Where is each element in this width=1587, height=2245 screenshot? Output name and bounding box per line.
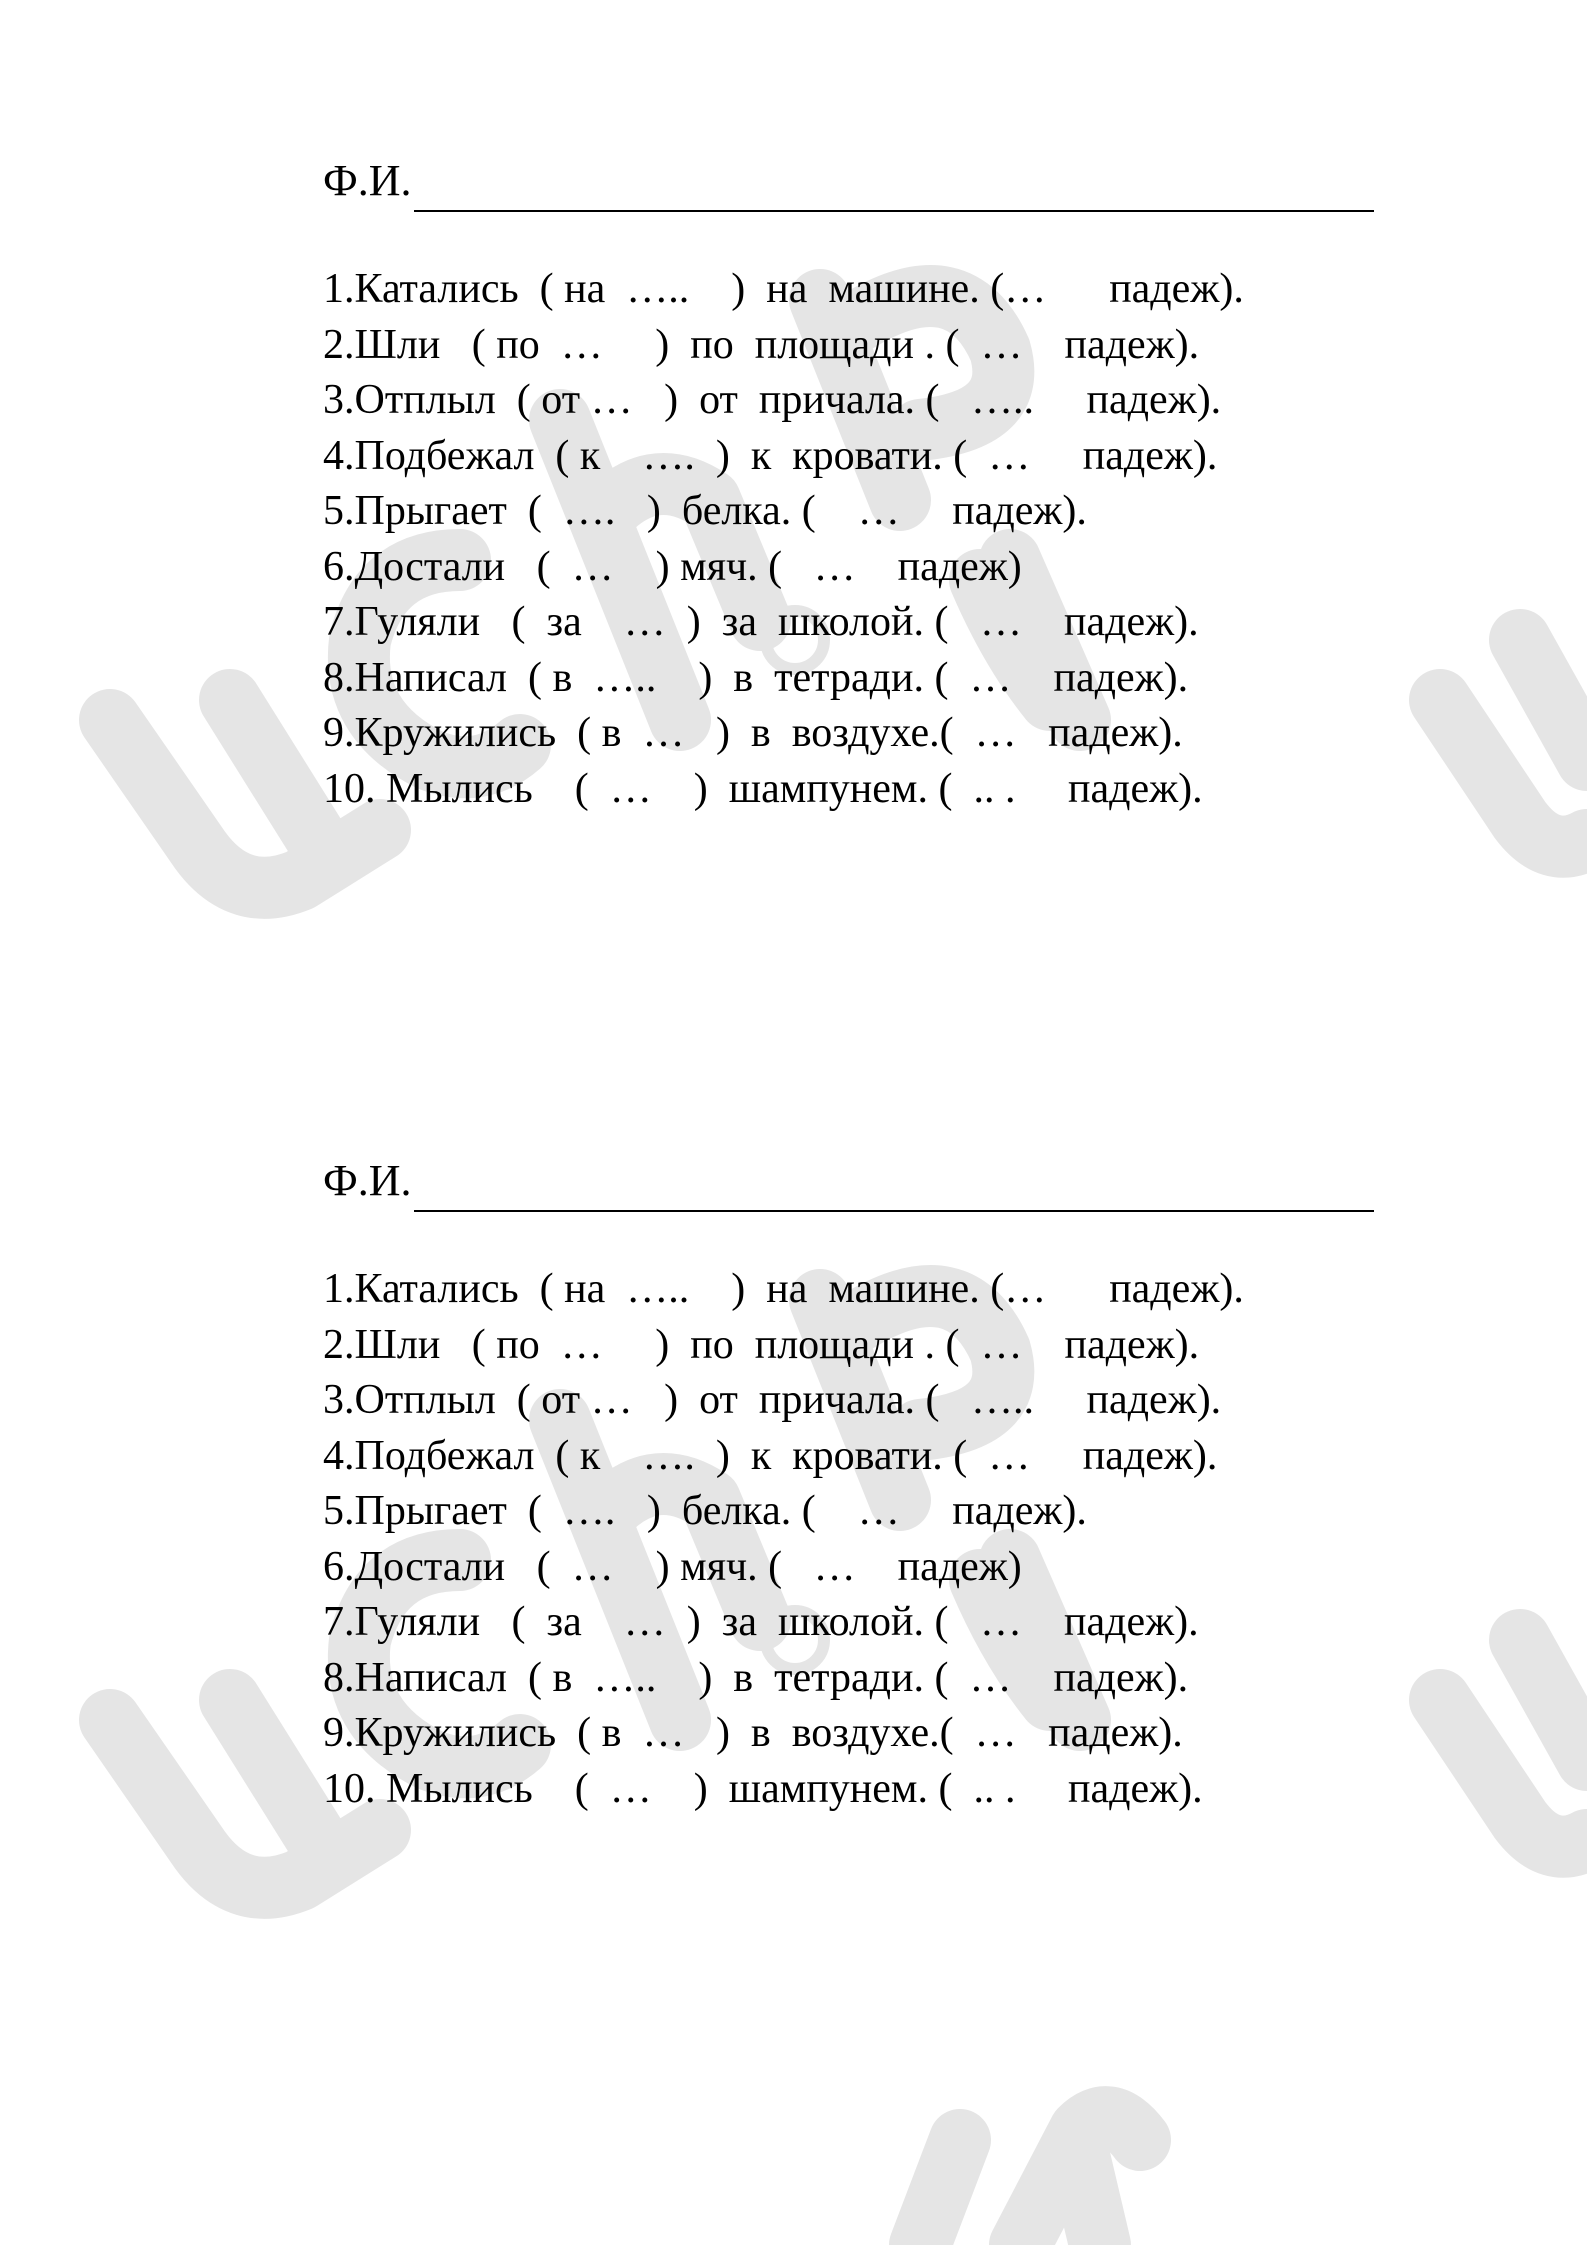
exercise-line: 4.Подбежал ( к …. ) к кровати. ( … падеж).	[323, 432, 1218, 479]
exercise-list	[323, 1262, 1383, 1817]
exercise-line: 10. Мылись ( … ) шампунем. ( .. . падеж).	[323, 1765, 1203, 1812]
watermark-letter-u	[1440, 640, 1587, 847]
exercise-line: 1.Катались ( на ….. ) на машине. (… падеж).	[323, 1266, 1244, 1312]
name-blank-line	[414, 1160, 1374, 1212]
exercise-line: 2.Шли ( по … ) по площади . ( … падеж).	[323, 321, 1200, 368]
exercise-line: 1.Катались ( на ….. ) на машине. (… падеж).	[323, 266, 1244, 312]
exercise-line: 9.Кружились ( в … ) в воздухе.( … падеж).	[323, 1710, 1183, 1756]
watermark-letter-u	[1440, 1640, 1587, 1847]
watermark-letter-u	[1080, 2160, 1100, 2245]
exercise-line: 8.Написал ( в ….. ) в тетради. ( … падеж).	[323, 1654, 1189, 1701]
worksheet-2	[323, 1150, 1383, 1817]
name-field-row	[323, 1150, 1383, 1212]
name-field-row	[323, 150, 1383, 212]
exercise-line: 6.Достали ( … ) мяч. ( … падеж)	[323, 543, 1022, 590]
exercise-line: 10. Мылись ( … ) шампунем. ( .. . падеж).	[323, 765, 1203, 812]
exercise-line: 6.Достали ( … ) мяч. ( … падеж)	[323, 1543, 1022, 1590]
name-label: Ф.И.	[323, 1156, 412, 1205]
exercise-line: 8.Написал ( в ….. ) в тетради. ( … падеж).	[323, 654, 1189, 701]
exercise-line: 7.Гуляли ( за … ) за школой. ( … падеж).	[323, 599, 1199, 645]
exercise-line: 2.Шли ( по … ) по площади . ( … падеж).	[323, 1321, 1200, 1368]
name-label: Ф.И.	[323, 156, 412, 205]
watermark-letter-h	[920, 2117, 1140, 2245]
exercise-list	[323, 262, 1383, 817]
name-blank-line	[414, 160, 1374, 212]
exercise-line: 5.Прыгает ( …. ) белка. ( … падеж).	[323, 488, 1087, 534]
exercise-line: 5.Прыгает ( …. ) белка. ( … падеж).	[323, 1488, 1087, 1534]
exercise-line: 4.Подбежал ( к …. ) к кровати. ( … падеж).	[323, 1432, 1218, 1479]
exercise-line: 9.Кружились ( в … ) в воздухе.( … падеж).	[323, 710, 1183, 756]
exercise-line: 3.Отплыл ( от … ) от причала. ( ….. падеж).	[323, 377, 1222, 423]
exercise-line: 3.Отплыл ( от … ) от причала. ( ….. падеж).	[323, 1377, 1222, 1423]
worksheet-1	[323, 150, 1383, 817]
exercise-line: 7.Гуляли ( за … ) за школой. ( … падеж).	[323, 1599, 1199, 1645]
